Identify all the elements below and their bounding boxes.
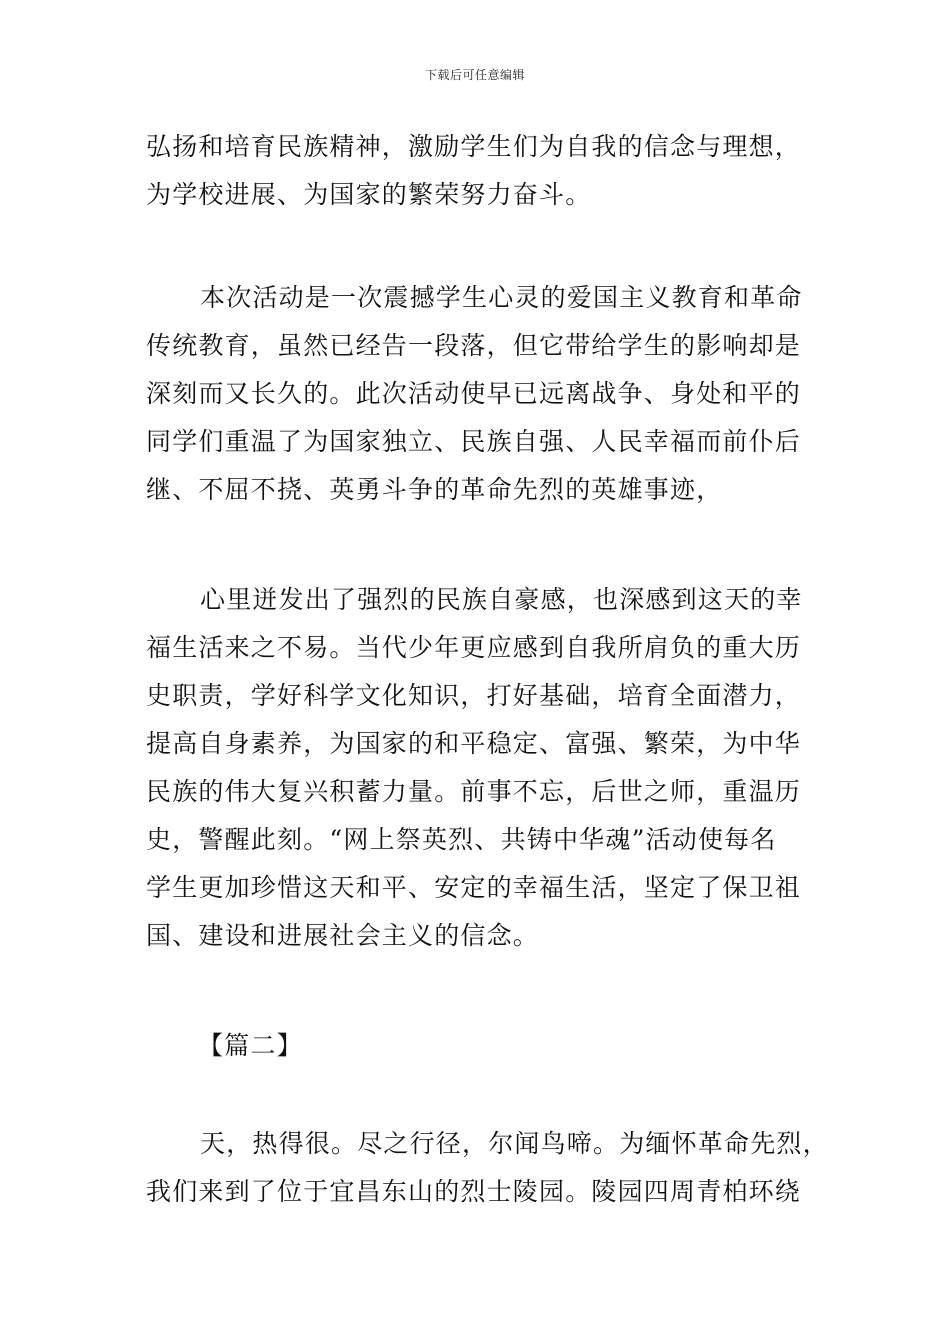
- text-line: 为学校进展、为国家的繁荣努力奋斗。: [146, 180, 592, 209]
- text-line: 民族的伟大复兴积蓄力量。前事不忘，后世之师，重温历: [146, 777, 802, 806]
- text-line: 传统教育，虽然已经告一段落，但它带给学生的影响却是: [146, 331, 802, 360]
- text-line: 弘扬和培育民族精神，激励学生们为自我的信念与理想，: [146, 132, 802, 161]
- paragraph-2: [146, 274, 826, 514]
- text-line: 继、不屈不挠、英勇斗争的革命先烈的英雄事迹，: [146, 475, 723, 504]
- paragraph-4: [146, 1120, 829, 1216]
- text-line: 国、建设和进展社会主义的信念。: [146, 921, 540, 950]
- text-line: 心里迸发出了强烈的民族自豪感，也深感到这天的幸: [200, 585, 803, 614]
- text-line: 提高自身素养，为国家的和平稳定、富强、繁荣，为中华: [146, 729, 802, 758]
- text-line: 天，热得很。尽之行径，尔闻鸟啼。为缅怀革命先烈，: [200, 1129, 829, 1158]
- text-line: 史职责，学好科学文化知识，打好基础，培育全面潜力，: [146, 681, 802, 710]
- section-heading: 【篇二】: [198, 1031, 303, 1060]
- text-line: 本次活动是一次震撼学生心灵的爱国主义教育和革命: [200, 283, 803, 312]
- text-line: 同学们重温了为国家独立、民族自强、人民幸福而前仆后: [146, 427, 802, 456]
- text-line: 深刻而又长久的。此次活动使早已远离战争、身处和平的: [146, 379, 802, 408]
- text-line: 福生活来之不易。当代少年更应感到自我所肩负的重大历: [146, 633, 802, 662]
- paragraph-1: [146, 123, 826, 219]
- page-header: 下载后可任意编辑: [424, 68, 525, 82]
- text-line: 史，警醒此刻。“网上祭英烈、共铸中华魂”活动使每名: [146, 825, 777, 854]
- text-line: 学生更加珍惜这天和平、安定的幸福生活，坚定了保卫祖: [146, 873, 802, 902]
- text-line: 我们来到了位于宜昌东山的烈士陵园。陵园四周青柏环绕: [146, 1177, 802, 1206]
- paragraph-3: [146, 576, 826, 960]
